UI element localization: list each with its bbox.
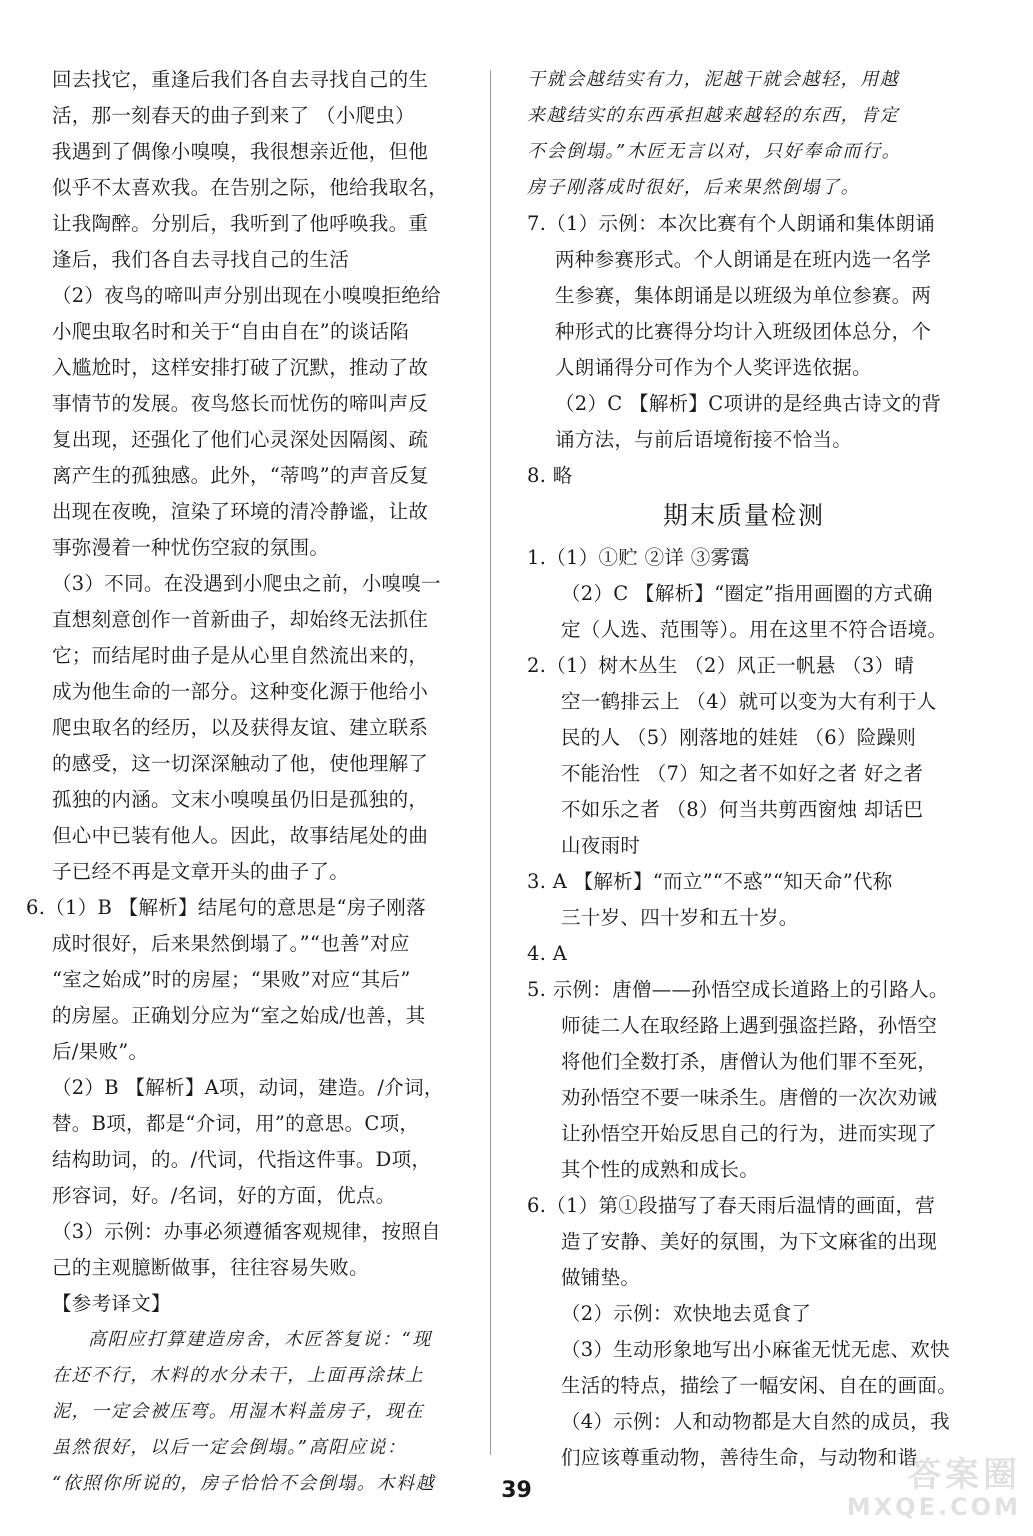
- text-line: 子已经不再是文章开头的曲子了。: [52, 860, 350, 883]
- text-line: 替。B项，都是“介词，用”的意思。C项，: [52, 1112, 420, 1135]
- text-line: 在还不行，木料的水分未干，上面再涂抹上: [52, 1365, 425, 1386]
- text-line: （2）示例：欢快地去觅食了: [561, 1302, 812, 1325]
- text-line: 让我陶醉。分别后，我听到了他呼唤我。重: [52, 212, 429, 235]
- section-title: 期末质量检测: [662, 501, 825, 530]
- right-column-top: [527, 62, 961, 494]
- text-line: 将他们全数打杀，唐僧认为他们罪不至死，: [561, 1050, 938, 1073]
- text-line: 但心中已装有他人。因此，故事结尾处的曲: [52, 824, 429, 847]
- text-line: “依照你所说的，房子恰恰不会倒塌。木料越: [52, 1473, 436, 1494]
- text-line: 结构助词，的。/代词，代指这件事。D项，: [52, 1148, 432, 1171]
- text-line: 师徒二人在取经路上遇到强盗拦路，孙悟空: [561, 1014, 938, 1037]
- text-line: （3）示例：办事必须遵循客观规律，按照自: [52, 1220, 441, 1243]
- watermark-top: 答案圈: [907, 1455, 1021, 1495]
- right-column: [527, 62, 961, 1476]
- page-number: 39: [501, 1478, 532, 1503]
- text-line: 3. A 【解析】“而立”“不惑”“知天命”代称: [527, 870, 893, 893]
- text-line: 8. 略: [527, 464, 573, 487]
- text-line: 事情节的发展。夜鸟悠长而忧伤的啼叫声反: [52, 392, 429, 415]
- text-line: 房子刚落成时很好，后来果然倒塌了。: [527, 177, 861, 198]
- text-line: 生活的特点，描绘了一幅安闲、自在的画面。: [561, 1374, 958, 1397]
- text-line: 其个性的成熟和成长。: [561, 1158, 760, 1181]
- text-line: 干就会越结实有力，泥越干就会越轻，用越: [527, 69, 900, 90]
- text-line: 不如乐之者 （8）何当共剪西窗烛 却话巴: [561, 798, 924, 821]
- text-line: 劝孙悟空不要一味杀生。唐僧的一次次劝诫: [561, 1086, 938, 1109]
- text-line: 7.（1）示例：本次比赛有个人朗诵和集体朗诵: [527, 212, 936, 235]
- text-line: 的感受，这一切深深触动了他，使他理解了: [52, 752, 429, 775]
- text-line: 让孙悟空开始反思自己的行为，进而实现了: [561, 1122, 938, 1145]
- text-line: 形容词，好。/名词，好的方面，优点。: [52, 1184, 396, 1207]
- text-line: 不会倒塌。”木匠无言以对，只好奉命而行。: [527, 141, 902, 162]
- text-line: 似乎不太喜欢我。在告别之际，他给我取名，: [52, 176, 449, 199]
- text-line: 虽然很好，以后一定会倒塌。”高阳应说：: [52, 1437, 407, 1458]
- text-line: 山夜雨时: [561, 834, 641, 857]
- text-line: 活，那一刻春天的曲子到来了 （小爬虫）: [52, 104, 415, 127]
- text-line: 6.（1）第①段描写了春天雨后温情的画面，营: [527, 1194, 936, 1217]
- watermark-logo: [831, 1456, 1021, 1526]
- text-line: 己的主观臆断做事，往往容易失败。: [52, 1256, 369, 1279]
- text-line: 5. 示例：唐僧——孙悟空成长道路上的引路人。: [527, 978, 949, 1001]
- text-line: （4）示例：人和动物都是大自然的成员，我: [561, 1410, 950, 1433]
- text-line: （3）不同。在没遇到小爬虫之前，小嗅嗅一: [52, 572, 441, 595]
- text-line: 出现在夜晚，渲染了环境的清冷静谧，让故: [52, 500, 429, 523]
- text-line: 两种参赛形式。个人朗诵是在班内选一名学: [555, 248, 932, 271]
- text-line: 高阳应打算建造房舍，木匠答复说：“现: [88, 1329, 433, 1350]
- text-line: （2）C 【解析】C项讲的是经典古诗文的背: [555, 392, 942, 415]
- text-line: 造了安静、美好的氛围，为下文麻雀的出现: [561, 1230, 938, 1253]
- text-line: 复出现，还强化了他们心灵深处因隔阂、疏: [52, 428, 429, 451]
- text-line: （2）B 【解析】A项，动词，建造。/介词，: [52, 1076, 444, 1099]
- text-line: 诵方法，与前后语境衔接不恰当。: [555, 428, 853, 451]
- watermark-bottom: MXQE.COM: [846, 1493, 1021, 1521]
- text-line: 6.（1）B 【解析】结尾句的意思是“房子刚落: [26, 896, 426, 919]
- text-line: 事弥漫着一种忧伤空寂的氛围。: [52, 536, 330, 559]
- text-line: （3）生动形象地写出小麻雀无忧无虑、欢快: [561, 1338, 950, 1361]
- text-line: 人朗诵得分可作为个人奖评选依据。: [555, 356, 872, 379]
- text-line: 爬虫取名的经历，以及获得友谊、建立联系: [52, 716, 429, 739]
- text-line: 我遇到了偶像小嗅嗅，我很想亲近他，但他: [52, 140, 429, 163]
- text-line: 逢后，我们各自去寻找自己的生活: [52, 248, 350, 271]
- text-line: 不能治性 （7）知之者不如好之者 好之者: [561, 762, 924, 785]
- text-line: 【参考译文】: [52, 1292, 171, 1315]
- text-line: 民的人 （5）刚落地的娃娃 （6）险躁则: [561, 726, 917, 749]
- text-line: 回去找它，重逢后我们各自去寻找自己的生: [52, 68, 429, 91]
- left-column: [26, 62, 464, 1502]
- text-line: 们应该尊重动物，善待生命，与动物和谐: [561, 1446, 918, 1469]
- text-line: （2）C 【解析】“圈定”指用画圈的方式确: [561, 582, 933, 605]
- text-line: （2）夜鸟的啼叫声分别出现在小嗅嗅拒绝给: [52, 284, 441, 307]
- text-line: 做铺垫。: [561, 1266, 641, 1289]
- text-line: 成时很好，后来果然倒塌了。”“也善”对应: [52, 932, 410, 955]
- text-line: “室之始成”时的房屋；“果败”对应“其后”: [52, 968, 411, 991]
- text-line: 三十岁、四十岁和五十岁。: [561, 906, 799, 929]
- text-line: 种形式的比赛得分均计入班级团体总分，个: [555, 320, 932, 343]
- text-line: 定（人选、范围等）。用在这里不符合语境。: [561, 618, 948, 641]
- text-line: 生参赛，集体朗诵是以班级为单位参赛。两: [555, 284, 932, 307]
- text-line: 4. A: [527, 942, 568, 965]
- text-line: 成为他生命的一部分。这种变化源于他给小: [52, 680, 429, 703]
- text-line: 离产生的孤独感。此外，“蒂鸣”的声音反复: [52, 464, 429, 487]
- text-line: 1.（1）①贮 ②详 ③雾霭: [527, 546, 751, 569]
- text-line: 空一鹤排云上 （4）就可以变为大有利于人: [561, 690, 937, 713]
- text-line: 来越结实的东西承担越来越轻的东西，肯定: [527, 105, 900, 126]
- text-line: 后/果败”。: [52, 1040, 149, 1063]
- text-line: 直想刻意创作一首新曲子，却始终无法抓住: [52, 608, 429, 631]
- text-line: 入尴尬时，这样安排打破了沉默，推动了故: [52, 356, 429, 379]
- text-line: 小爬虫取名时和关于“自由自在”的谈话陷: [52, 320, 410, 343]
- right-column-bottom: [527, 540, 961, 1476]
- text-line: 它；而结尾时曲子是从心里自然流出来的，: [52, 644, 429, 667]
- text-line: 孤独的内涵。文末小嗅嗅虽仍旧是孤独的，: [52, 788, 429, 811]
- text-line: 2.（1）树木丛生 （2）风正一帆悬 （3）晴: [527, 654, 915, 677]
- column-divider: [490, 70, 491, 1455]
- text-line: 泥，一定会被压弯。用湿木料盖房子，现在: [52, 1401, 425, 1422]
- text-line: 的房屋。正确划分应为“室之始成/也善，其: [52, 1004, 426, 1027]
